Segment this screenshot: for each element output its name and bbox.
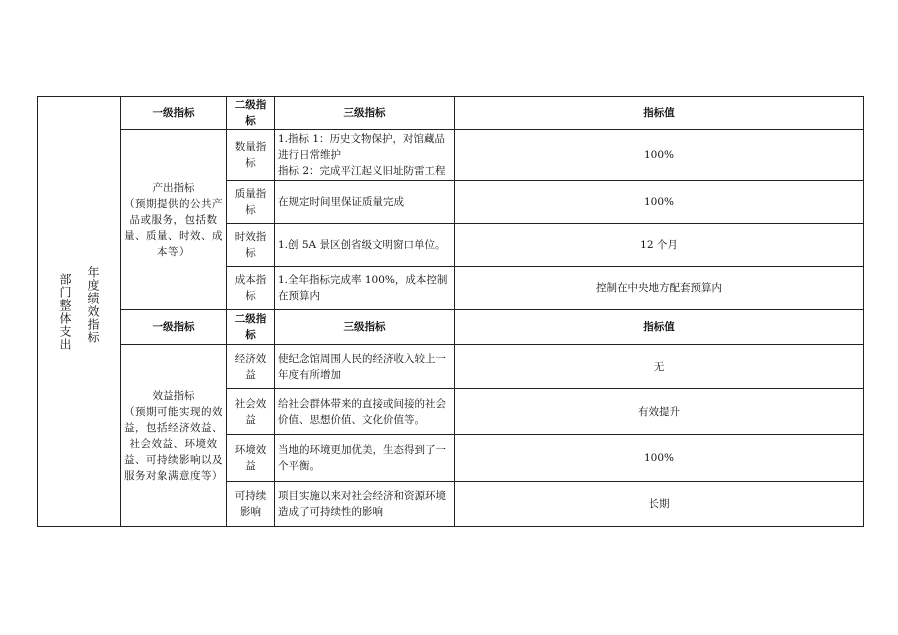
header-level3: 三级指标 (275, 97, 455, 130)
level3-cell (275, 130, 455, 181)
level2-cell: 成本指标 (227, 267, 275, 310)
value-cell: 有效提升 (455, 389, 864, 435)
level3-line: 1.指标 1：历史文物保护，对馆藏品进行日常维护 (278, 133, 446, 161)
value-cell: 无 (455, 345, 864, 389)
level2-cell: 数量指标 (227, 130, 275, 181)
left-label-cell (38, 97, 121, 527)
level2-cell: 社会效益 (227, 389, 275, 435)
performance-table (37, 96, 864, 527)
header-level2: 二级指标 (227, 310, 275, 345)
level3-cell: 给社会群体带来的直接或间接的社会价值、思想价值、文化价值等。 (275, 389, 455, 435)
table-row (38, 345, 864, 389)
table-row (38, 130, 864, 181)
value-cell: 长期 (455, 482, 864, 527)
header-row (38, 97, 864, 130)
level3-cell: 1.创 5A 景区创省级文明窗口单位。 (275, 224, 455, 267)
inner-label: 年度绩效指标 (86, 265, 100, 344)
level2-cell: 时效指标 (227, 224, 275, 267)
header-value: 指标值 (455, 310, 864, 345)
output-category-title: 产出指标 (152, 181, 195, 194)
level2-cell: 环境效益 (227, 435, 275, 482)
value-cell: 100% (455, 435, 864, 482)
value-cell: 100% (455, 130, 864, 181)
value-cell: 控制在中央地方配套预算内 (455, 267, 864, 310)
header-level2: 二级指标 (227, 97, 275, 130)
level3-cell: 项目实施以来对社会经济和资源环境造成了可持续性的影响 (275, 482, 455, 527)
level2-cell: 经济效益 (227, 345, 275, 389)
output-category-cell (121, 130, 227, 310)
level2-cell: 质量指标 (227, 181, 275, 224)
header-row (38, 310, 864, 345)
outer-label: 部门整体支出 (58, 272, 72, 351)
level3-cell: 使纪念馆周围人民的经济收入较上一年度有所增加 (275, 345, 455, 389)
value-cell: 12 个月 (455, 224, 864, 267)
level3-line: 指标 2：完成平江起义旧址防雷工程 (278, 165, 446, 177)
benefit-category-desc: （预期可能实现的效益，包括经济效益、社会效益、环境效益、可持续影响以及服务对象满意度等） (124, 405, 223, 482)
header-level3: 三级指标 (275, 310, 455, 345)
level2-cell: 可持续影响 (227, 482, 275, 527)
output-category-desc: （预期提供的公共产品或服务，包括数量、质量、时效、成本等） (124, 197, 223, 258)
header-level1: 一级指标 (121, 97, 227, 130)
level3-cell: 在规定时间里保证质量完成 (275, 181, 455, 224)
benefit-category-cell (121, 345, 227, 527)
header-value: 指标值 (455, 97, 864, 130)
benefit-category-title: 效益指标 (152, 389, 195, 402)
value-cell: 100% (455, 181, 864, 224)
header-level1: 一级指标 (121, 310, 227, 345)
level3-cell: 1.全年指标完成率 100%，成本控制在预算内 (275, 267, 455, 310)
level3-cell: 当地的环境更加优美，生态得到了一个平衡。 (275, 435, 455, 482)
